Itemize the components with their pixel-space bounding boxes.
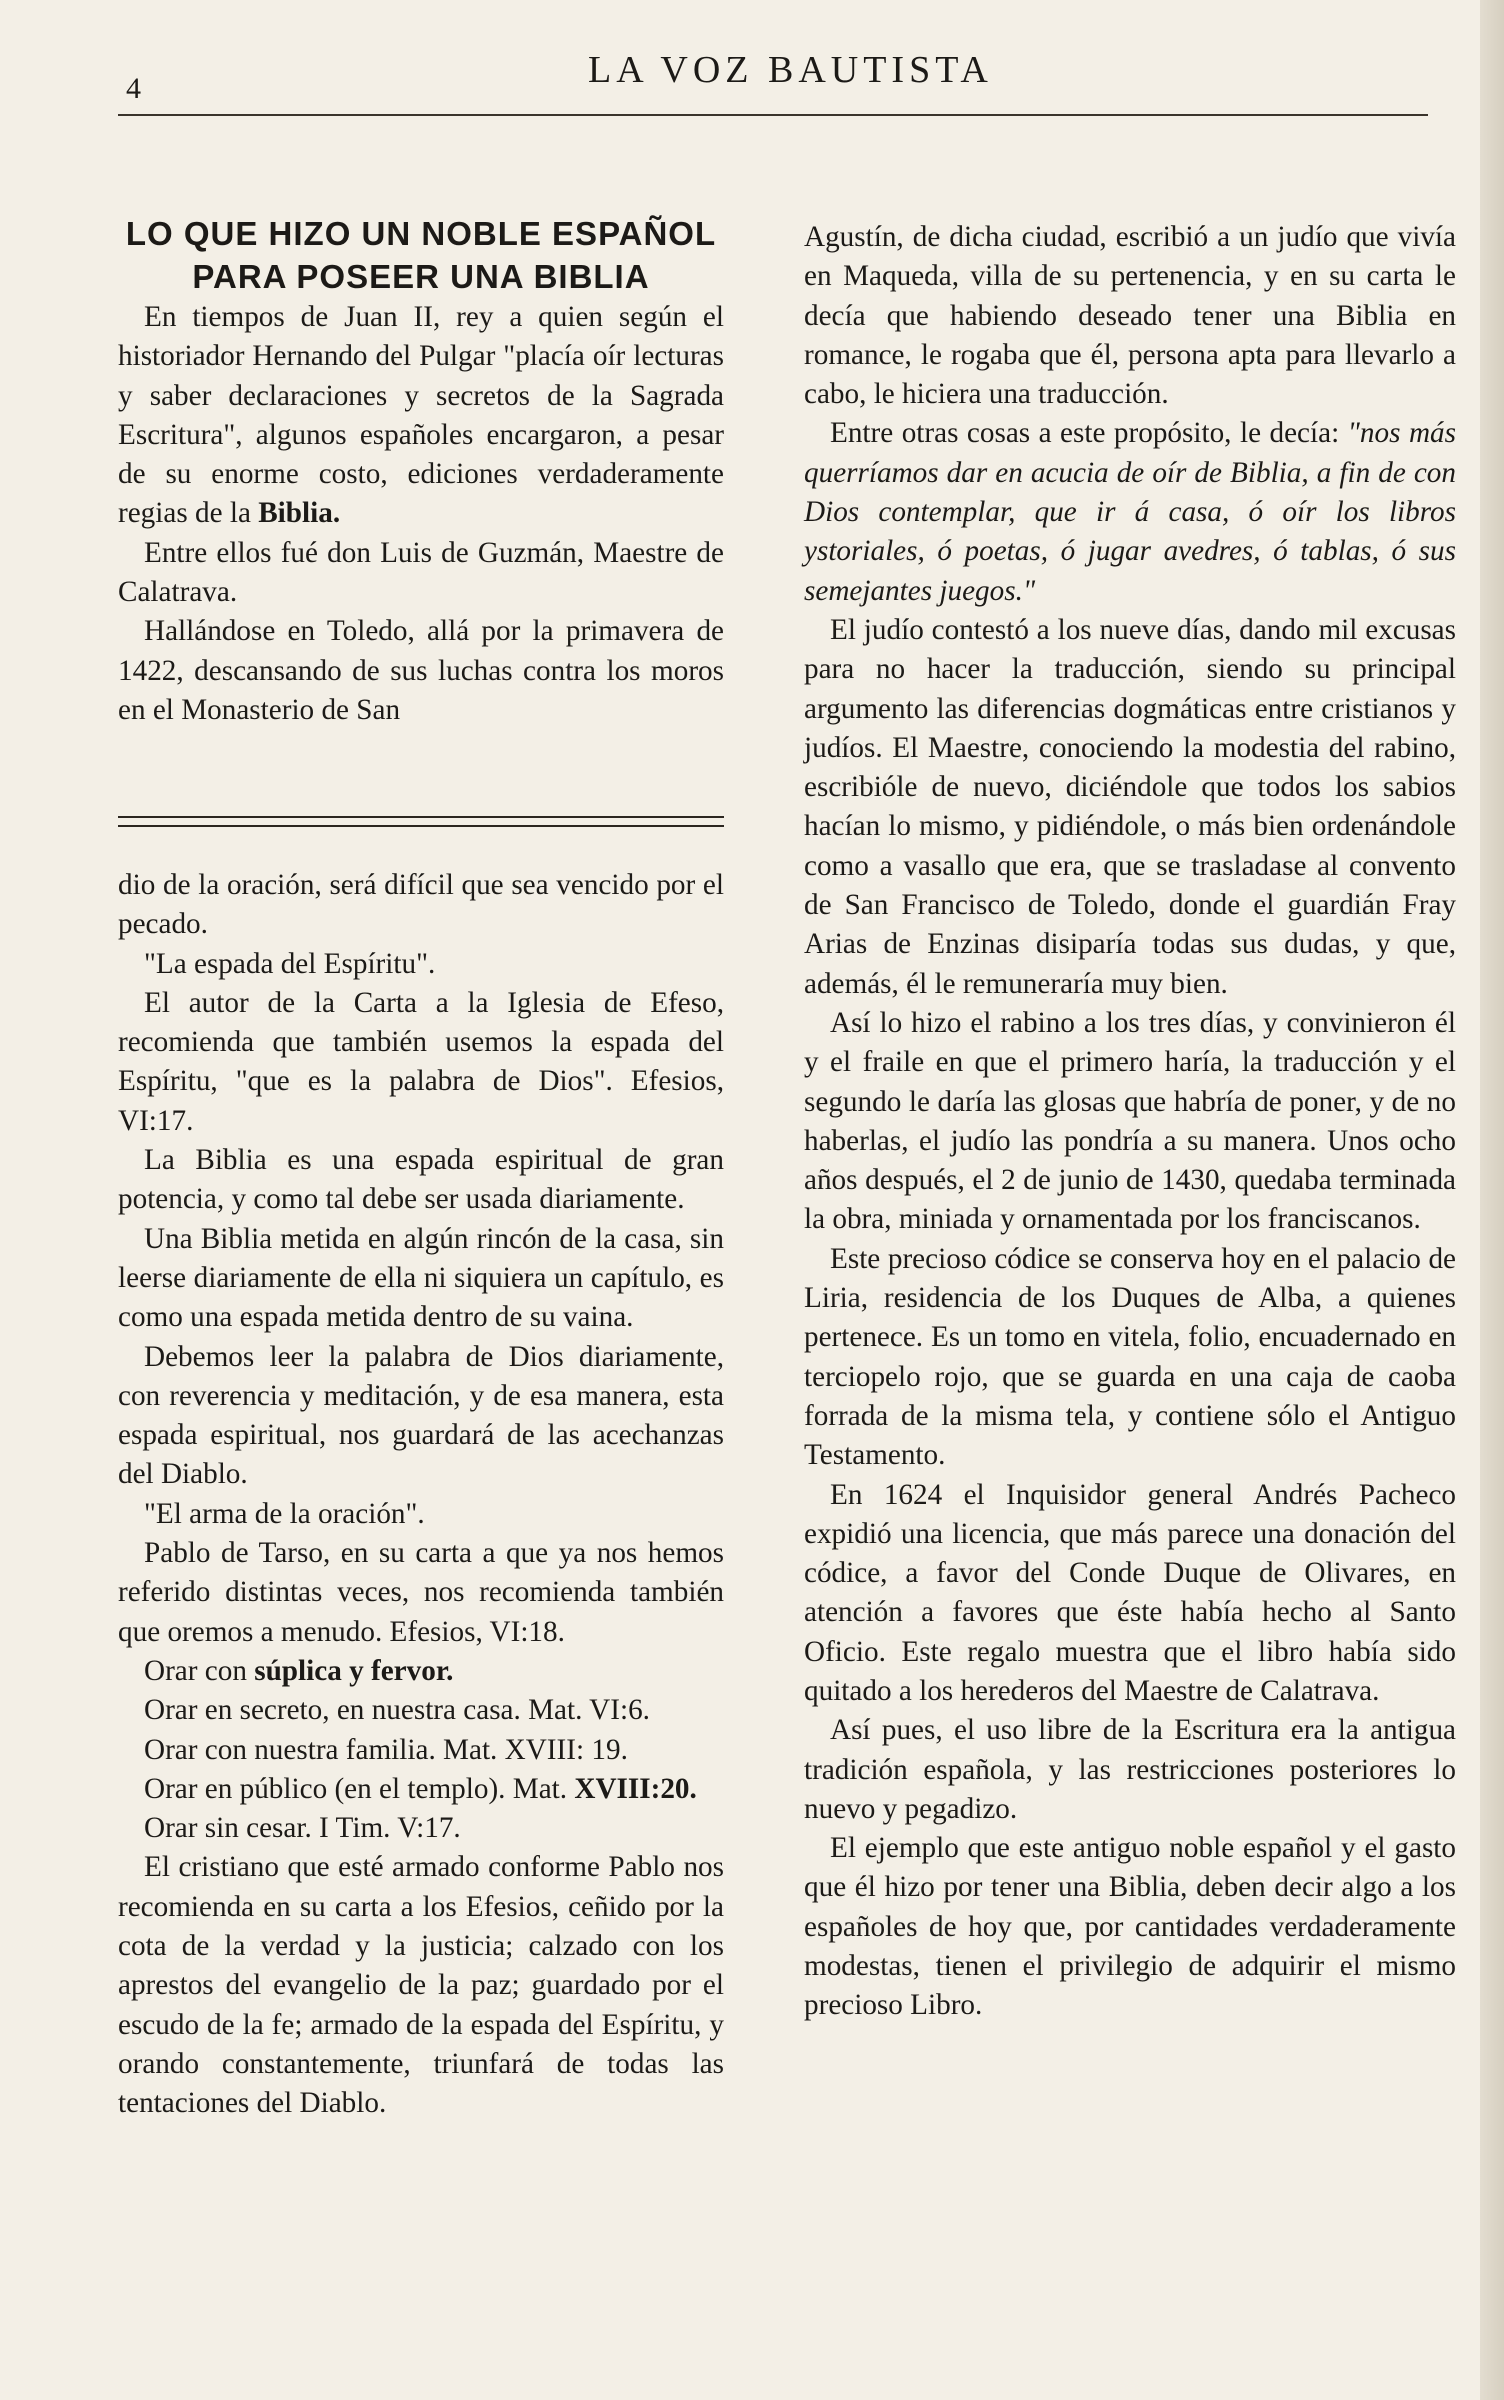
article-title-line-1: LO QUE HIZO UN NOBLE ESPAÑOL [125,215,717,252]
subheading: "La espada del Espíritu". [144,947,436,980]
left-column-bottom [118,866,724,2124]
paragraph: Orar en secreto, en nuestra casa. Mat. VI:6. [144,1694,650,1727]
article-title [118,212,724,298]
header-rule [118,114,1428,116]
paragraph: El autor de la Carta a la Iglesia de Efeso, recomienda que también usemos la espada del Espíritu, "que es la palabra de Dios". Efesios, VI:17. [118,986,724,1137]
page-number: 4 [126,72,141,105]
paragraph [118,1770,724,1809]
journal-title: LA VOZ BAUTISTA [588,49,993,91]
paragraph-text: Orar con [144,1654,255,1687]
paragraph: dio de la oración, será difícil que sea vencido por el pecado. [118,869,724,941]
paragraph: Este precioso códice se conserva hoy en el palacio de Liria, residencia de los Duques de Alba, a quienes pertenece. Es un tomo en vitela, folio, encuadernado en terciopelo rojo, que se guarda en una caja de caoba forrada de la misma tela, y contiene sólo el Antiguo Testamento. [804,1242,1456,1472]
paragraph: La Biblia es una espada espiritual de gran potencia, y como tal debe ser usada diariamente. [118,1144,724,1216]
paragraph: Hallándose en Toledo, allá por la primavera de 1422, descansando de sus luchas contra los moros en el Monasterio de San [118,615,724,726]
paragraph: Pablo de Tarso, en su carta a que ya nos hemos referido distintas veces, nos recomienda también que oremos a menudo. Efesios, VI:18. [118,1537,724,1648]
article-title-line-2: PARA POSEER UNA BIBLIA [192,258,650,295]
paragraph: Debemos leer la palabra de Dios diariamente, con reverencia y meditación, y de esa manera, esta espada espiritual, nos guardará de las acechanzas del Diablo. [118,1340,724,1491]
paragraph: Agustín, de dicha ciudad, escribió a un judío que vivía en Maqueda, villa de su pertenencia, y en su carta le decía que habiendo deseado tener una Biblia en romance, le rogaba que él, persona apta para llevarlo a cabo, le hiciera una traducción. [804,221,1456,411]
paragraph: El ejemplo que este antiguo noble español y el gasto que él hizo por tener una Biblia, deben decir algo a los españoles de hoy que, por cantidades verdaderamente modestas, tienen el privilegio de adquirir el mismo precioso Libro. [804,1832,1456,2022]
paragraph: Orar con nuestra familia. Mat. XVIII: 19. [144,1733,628,1766]
paragraph: Así pues, el uso libre de la Escritura era la antigua tradición española, y las restricciones posteriores lo nuevo y pegadizo. [804,1714,1456,1825]
paragraph [118,1652,724,1691]
bold-text: Biblia. [258,497,341,530]
paragraph: Orar sin cesar. I Tim. V:17. [144,1812,461,1845]
page-header [118,38,1438,118]
right-column [804,218,1456,2026]
page-edge-shadow [1480,0,1504,2400]
paragraph-text: Entre otras cosas a este propósito, le decía: [830,417,1348,450]
paragraph: Así lo hizo el rabino a los tres días, y convinieron él y el fraile en que el primero haría, la traducción y el segundo le daría las glosas que habría de poner, y de no haberlas, el judío las pondría a su manera. Unos ocho años después, el 2 de junio de 1430, quedaba terminada la obra, miniada y ornamentada por los franciscanos. [804,1006,1456,1236]
paragraph: Una Biblia metida en algún rincón de la casa, sin leerse diariamente de ella ni siquiera un capítulo, es como una espada metida dentro de su vaina. [118,1222,724,1334]
paragraph: Entre ellos fué don Luis de Guzmán, Maestre de Calatrava. [118,536,724,609]
paragraph-text: En tiempos de Juan II, rey a quien según el historiador Hernando del Pulgar "placía oír lecturas y saber declaraciones y secretos de la Sagrada Escritura", algunos españoles encargaron, a pesar de su enorme costo, ediciones verdaderamente regias de la [118,301,724,530]
paragraph [804,414,1456,610]
paragraph: El judío contestó a los nueve días, dando mil excusas para no hacer la traducción, siendo su principal argumento las diferencias dogmáticas entre cristianos y judíos. El Maestre, conociendo la modestia del rabino, escribióle de nuevo, diciéndole que todos los sabios hacían lo mismo, y pidiéndole, o más bien ordenándole como a vasallo que era, que se trasladase al convento de San Francisco de Toledo, donde el guardián Fray Arias de Enzinas disiparía todas sus dudas, y que, además, él le remuneraría muy bien. [804,613,1456,1000]
italic-quote: "nos más querríamos dar en acucia de oír de Biblia, a fin de con Dios contemplar, que ir á casa, ó oír los libros ystoriales, ó poetas, ó jugar avedres, ó tablas, ó sus semejantes juegos." [804,417,1456,607]
paragraph: El cristiano que esté armado conforme Pablo nos recomienda en su carta a los Efesios, ceñido por la cota de la verdad y la justicia; calzado con los aprestos del evangelio de la paz; guardado por el escudo de la fe; armado de la espada del Espíritu, y orando constantemente, triunfará de todas las tentaciones del Diablo. [118,1851,724,2120]
left-column-top [118,298,724,730]
paragraph: En 1624 el Inquisidor general Andrés Pacheco expidió una licencia, que más parece una donación del códice, a favor del Conde Duque de Olivares, en atención a favores que éste había hecho al Santo Oficio. Este regalo muestra que el libro había sido quitado a los herederos del Maestre de Calatrava. [804,1478,1456,1707]
paragraph [118,298,724,534]
subheading: "El arma de la oración". [144,1497,425,1530]
bold-text: súplica y fervor. [254,1654,454,1687]
section-divider [118,816,724,827]
paragraph-text: Orar en público (en el templo). Mat. [144,1772,575,1805]
bold-text: XVIII:20. [574,1772,697,1805]
